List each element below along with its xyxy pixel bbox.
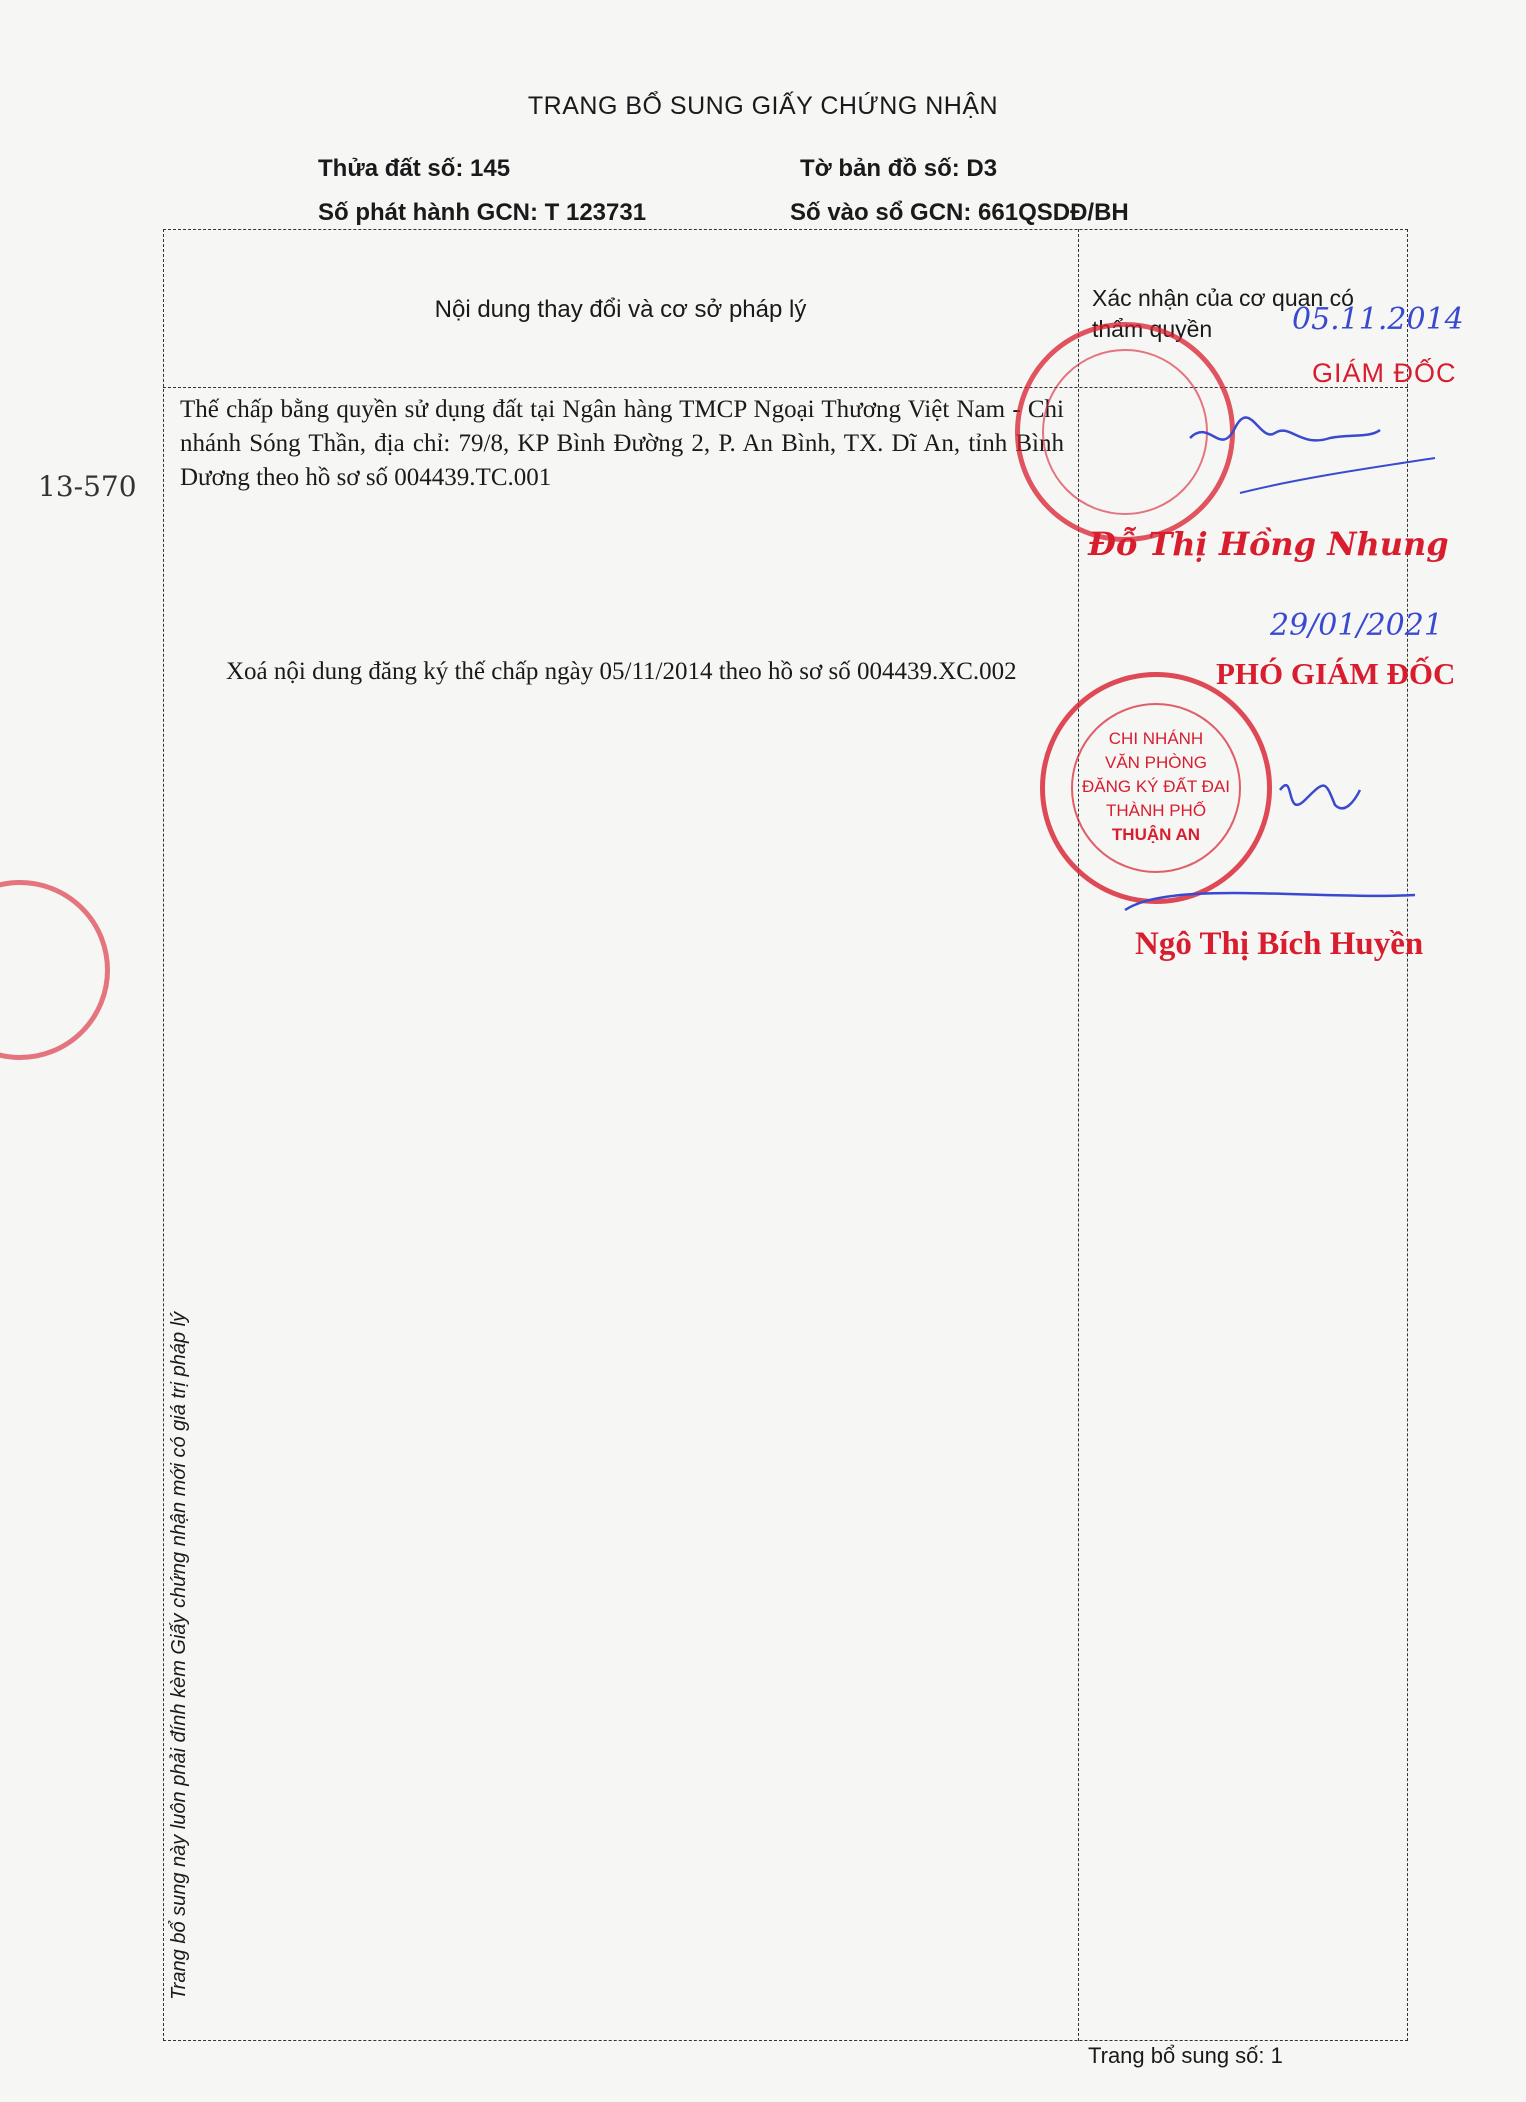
confirm2-signer-name: Ngô Thị Bích Huyền	[1135, 926, 1424, 962]
confirm2-date: 29/01/2021	[1270, 608, 1443, 643]
entry-mortgage: Thế chấp bằng quyền sử dụng đất tại Ngân hàng TMCP Ngoại Thương Việt Nam - Chi nhánh Sóng Thần, địa chỉ: 79/8, KP Bình Đường 2, P. An Bình, TX. Dĩ An, tỉnh Bình Dương theo hồ sơ số 004439.TC.001	[180, 396, 1064, 491]
confirm1-title: GIÁM ĐỐC	[1312, 358, 1457, 388]
confirm1-date: 05.11.2014	[1292, 302, 1464, 337]
signature-2-icon	[1110, 760, 1440, 940]
column-header-changes: Nội dung thay đổi và cơ sở pháp lý	[434, 296, 807, 323]
stamp-line: VĂN PHÒNG	[1104, 753, 1208, 772]
column-header-confirmation: Xác nhận của cơ quan có thẩm quyền	[1092, 285, 1354, 342]
page-title: TRANG BỔ SUNG GIẤY CHỨNG NHẬN	[527, 92, 999, 120]
map-sheet-number: Tờ bản đồ số: D3	[800, 155, 998, 182]
stamp-line: ĐĂNG KÝ ĐẤT ĐAI	[1082, 777, 1230, 796]
signature-1-icon	[1180, 398, 1440, 518]
vertical-legal-note: Trang bổ sung này luôn phải đính kèm Giấy chứng nhận mới có giá trị pháp lý	[168, 1311, 190, 2000]
entry-mortgage-removal: Xoá nội dung đăng ký thế chấp ngày 05/11/2014 theo hồ sơ số 004439.XC.002	[226, 658, 1017, 685]
certificate-issue-number: Số phát hành GCN: T 123731	[318, 199, 647, 226]
confirm1-signer-name: Đỗ Thị Hồng Nhung	[1088, 525, 1449, 563]
certificate-register-number: Số vào sổ GCN: 661QSDĐ/BH	[790, 199, 1129, 226]
parcel-number: Thửa đất số: 145	[318, 155, 511, 182]
stamp-line: THÀNH PHỐ	[1105, 801, 1207, 820]
supplement-page-number: Trang bổ sung số: 1	[1088, 2043, 1283, 2068]
confirm2-title: PHÓ GIÁM ĐỐC	[1216, 656, 1456, 691]
partial-stamp-left	[0, 880, 110, 1060]
margin-handwritten-note: 13-570	[38, 470, 137, 503]
stamp-line: CHI NHÁNH	[1108, 729, 1204, 748]
stamp-line: THUẬN AN	[1111, 825, 1201, 844]
